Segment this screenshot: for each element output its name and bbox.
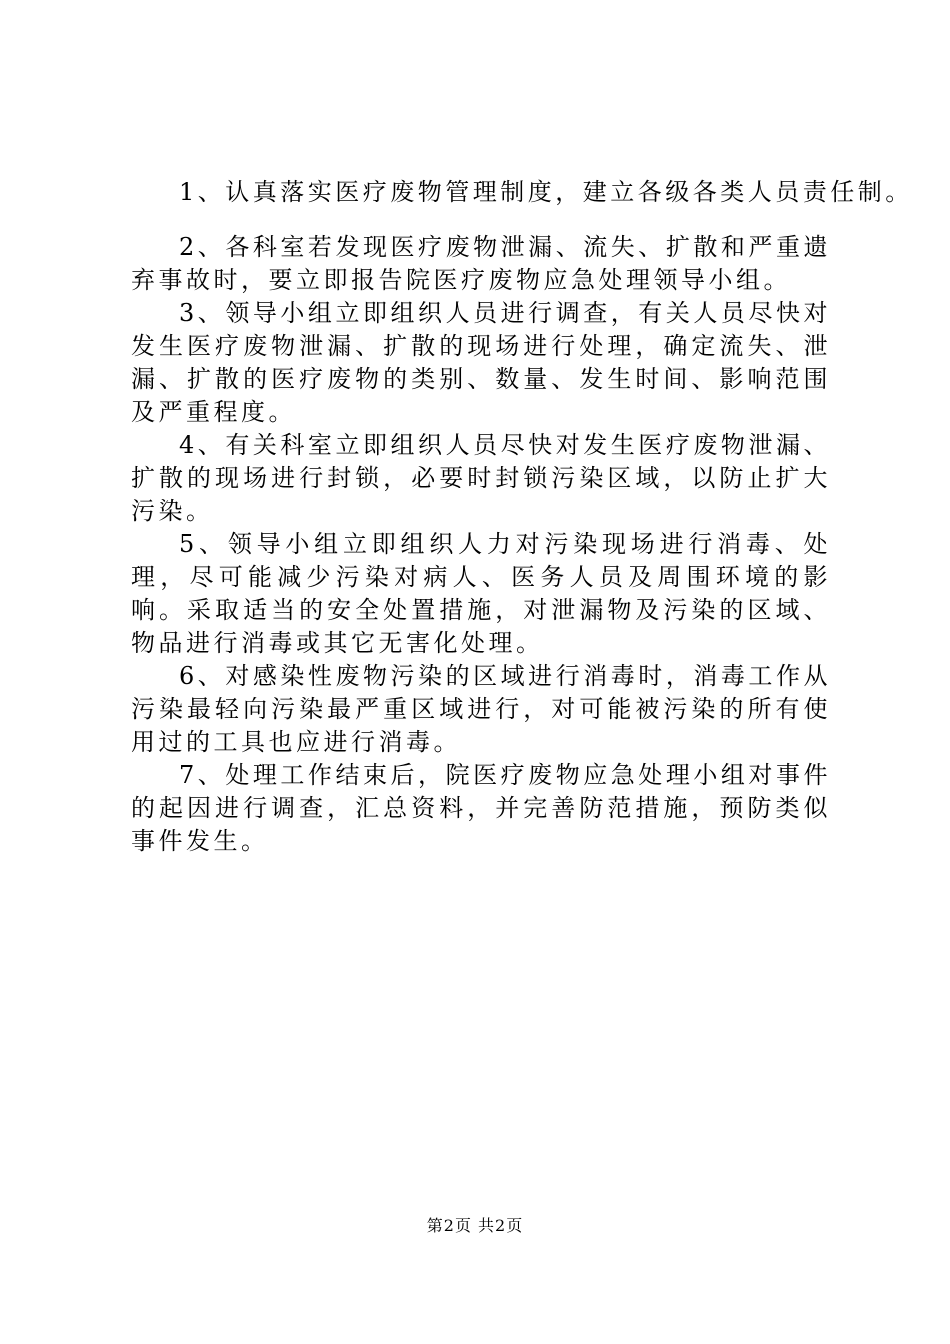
paragraph-7: 7、处理工作结束后，院医疗废物应急处理小组对事件的起因进行调查，汇总资料，并完善防范措施，预防类似事件发生。 (131, 761, 831, 855)
paragraph-1: 1、认真落实医疗废物管理制度，建立各级各类人员责任制。 (179, 178, 913, 206)
paragraph-5: 5、领导小组立即组织人力对污染现场进行消毒、处理，尽可能减少污染对病人、医务人员及周围环境的影响。采取适当的安全处置措施，对泄漏物及污染的区域、物品进行消毒或其它无害化处理。 (131, 530, 831, 657)
paragraph-4: 4、有关科室立即组织人员尽快对发生医疗废物泄漏、扩散的现场进行封锁，必要时封锁污染区域，以防止扩大污染。 (131, 431, 831, 525)
paragraph-3: 3、领导小组立即组织人员进行调查，有关人员尽快对发生医疗废物泄漏、扩散的现场进行处理，确定流失、泄漏、扩散的医疗废物的类别、数量、发生时间、影响范围及严重程度。 (131, 299, 831, 426)
document-body (131, 176, 913, 858)
paragraph-2: 2、各科室若发现医疗废物泄漏、流失、扩散和严重遗弃事故时，要立即报告院医疗废物应急处理领导小组。 (131, 233, 831, 294)
page-number-footer: 第2页 共2页 (426, 1216, 524, 1235)
paragraph-6: 6、对感染性废物污染的区域进行消毒时，消毒工作从污染最轻向污染最严重区域进行，对可能被污染的所有使用过的工具也应进行消毒。 (131, 662, 831, 756)
